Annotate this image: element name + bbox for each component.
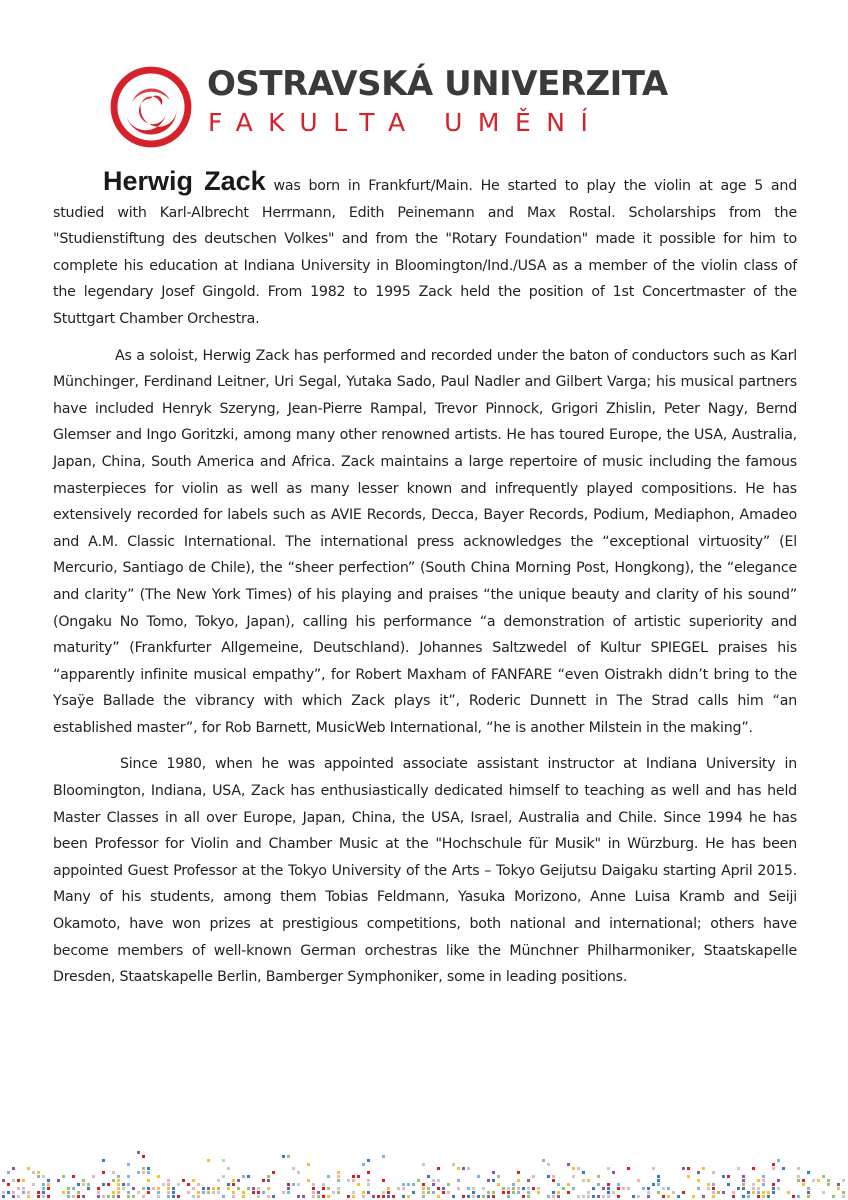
bio-paragraph-2: As a soloist, Herwig Zack has performed and recorded under the baton of conductors such as Karl Münchinger, Ferdinand Leitner, Uri Segal, Yutaka Sado, Paul Nadler and Gilbert Varga; his musical partners have included Henryk Szeryng, Jean-Pierre Rampal, Trevor Pinnock, Grigori Zhislin, Peter Nagy, Bernd Glemser and Ingo Goritzki, among many other renowned artists. He has toured Europe, the USA, Australia, Japan, China, South America and Africa. Zack maintains a large repertoire of music including the famous masterpieces for violin as well as many lesser known and infrequently played compositions. He has extensively recorded for labels such as AVIE Records, Decca, Bayer Records, Podium, Mediaphon, Amadeo and A.M. Classic International. The international press acknowledges the “exceptional virtuosity” (El Mercurio, Santiago de Chile), the “sheer perfection” (South China Morning Post, Hongkong), the “elegance and clarity” (The New York Times) of his playing and praises “the unique beauty and clarity of his sound” (Ongaku No Tomo, Tokyo, Japan), calling his performance “a demonstration of artistic superiority and maturity” (Frankfurter Allgemeine, Deutschland). Johannes Saltzwedel of Kultur SPIEGEL praises his “apparently infinite musical empathy”, for Robert Maxham of FANFARE “even Oistrakh didn’t bring to the Ysaÿe Ballade the vibrancy with which Zack plays it”, Roderic Dunnett in The Strad calls him “an established master”, for Rob Barnett, MusicWeb International, “he is another Milstein in the making”. [53,347,797,736]
biography [53,168,797,1001]
university-name: OSTRAVSKÁ UNIVERZITA [207,64,668,104]
artist-name: Herwig Zack [103,166,266,196]
letterhead [108,62,688,148]
bio-paragraph-1-text: was born in Frankfurt/Main. He started to play the violin at age 5 and studied with Karl-Albrecht Herrmann, Edith Peinemann and Max Rostal. Scholarships from the "Studienstiftung des deutschen Volkes" and from the "Rotary Foundation" made it possible for him to complete his education at Indiana University in Bloomington/Ind./USA as a member of the violin class of the legendary Josef Gingold. From 1982 to 1995 Zack held the position of 1st Concertmaster of the Stuttgart Chamber Orchestra. [53,178,797,327]
faculty-name: FAKULTA UMĚNÍ [208,108,604,137]
bio-paragraph-3: Since 1980, when he was appointed associate assistant instructor at Indiana University in Bloomington, Indiana, USA, Zack has enthusiastically dedicated himself to teaching as well and has held Master Classes in all over Europe, Japan, China, the USA, Israel, Australia and Chile. Since 1994 he has been Professor for Violin and Chamber Music at the "Hochschule für Musik" in Würzburg. He has been appointed Guest Professor at the Tokyo University of the Arts – Tokyo Geijutsu Daigaku starting April 2015. Many of his students, among them Tobias Feldmann, Yasuka Morizono, Anne Luisa Kramb and Seiji Okamoto, have won prizes at prestigious competitions, both national and international; others have become members of well-known German orchestras like the Münchner Philharmoniker, Staatskapelle Dresden, Staatskapelle Berlin, Bamberger Symphoniker, some in leading positions. [53,756,797,986]
swirl-logo-icon [108,64,194,150]
colored-dot-pattern-icon [0,1148,848,1200]
bio-paragraph-1 [53,168,797,333]
